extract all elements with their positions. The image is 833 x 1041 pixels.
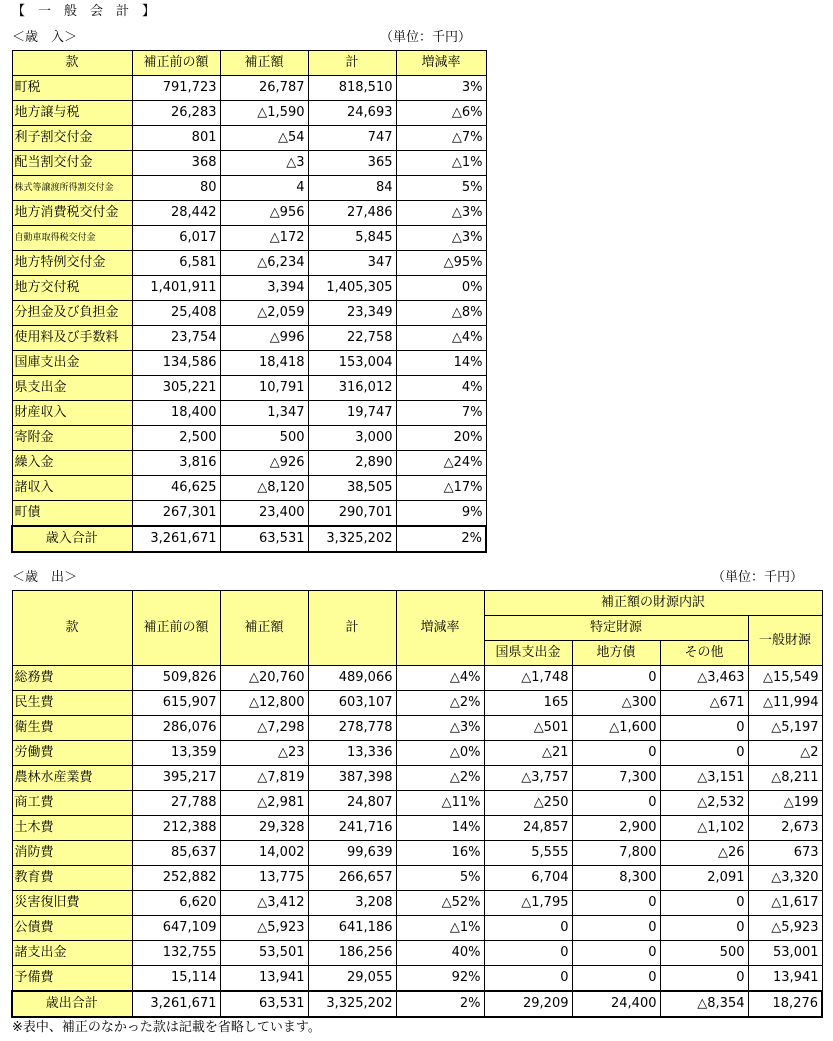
row-value: △5,923	[220, 916, 308, 941]
row-value: 16%	[396, 841, 484, 866]
row-value: △2%	[396, 691, 484, 716]
row-name: 商工費	[12, 791, 132, 816]
row-value: 647,109	[132, 916, 220, 941]
row-value: 3,000	[308, 426, 396, 451]
header-total: 計	[308, 591, 396, 666]
row-name: 国庫支出金	[12, 351, 132, 376]
row-value: 14%	[396, 816, 484, 841]
row-value: 46,625	[132, 476, 220, 501]
row-value: △24%	[396, 451, 486, 476]
row-value: 24,807	[308, 791, 396, 816]
row-value: 500	[220, 426, 308, 451]
row-value: △7,819	[220, 766, 308, 791]
row-value: △1,748	[484, 666, 572, 691]
revenue-header-row	[12, 51, 486, 76]
row-value: 347	[308, 251, 396, 276]
row-name: 寄附金	[12, 426, 132, 451]
row-value: 8,300	[572, 866, 660, 891]
row-name: 配当割交付金	[12, 151, 132, 176]
row-value: △2,532	[660, 791, 748, 816]
row-value: △17%	[396, 476, 486, 501]
header-kan: 款	[12, 51, 132, 76]
row-value: 5%	[396, 176, 486, 201]
table-row	[12, 966, 822, 992]
row-value: 603,107	[308, 691, 396, 716]
row-value: 4	[220, 176, 308, 201]
row-value: △3%	[396, 201, 486, 226]
table-row	[12, 426, 486, 451]
total-value: 63,531	[220, 991, 308, 1017]
revenue-unit-label: （単位：千円）	[380, 30, 472, 45]
table-row	[12, 251, 486, 276]
row-value: △3	[220, 151, 308, 176]
row-name: 地方消費税交付金	[12, 201, 132, 226]
row-value: △1%	[396, 151, 486, 176]
row-value: 153,004	[308, 351, 396, 376]
row-value: △3,320	[748, 866, 822, 891]
total-value: 3,325,202	[308, 991, 396, 1017]
table-row	[12, 476, 486, 501]
row-value: 27,788	[132, 791, 220, 816]
row-value: 132,755	[132, 941, 220, 966]
row-name: 農林水産業費	[12, 766, 132, 791]
row-value: △23	[220, 741, 308, 766]
row-name: 災害復旧費	[12, 891, 132, 916]
row-value: △671	[660, 691, 748, 716]
row-value: 278,778	[308, 716, 396, 741]
row-value: 24,693	[308, 101, 396, 126]
row-value: 9%	[396, 501, 486, 527]
row-name: 諸収入	[12, 476, 132, 501]
row-value: △996	[220, 326, 308, 351]
row-value: 0	[572, 916, 660, 941]
row-value: 316,012	[308, 376, 396, 401]
row-value: 0	[572, 666, 660, 691]
row-value: 20%	[396, 426, 486, 451]
row-value: △956	[220, 201, 308, 226]
row-name: 財産収入	[12, 401, 132, 426]
table-row	[12, 841, 822, 866]
header-specific: 特定財源	[484, 616, 748, 641]
row-value: 1,347	[220, 401, 308, 426]
expenditure-unit-label: （単位：千円）	[712, 570, 804, 585]
row-name: 予備費	[12, 966, 132, 992]
header-rate: 増減率	[396, 591, 484, 666]
row-name: 民生費	[12, 691, 132, 716]
row-value: △20,760	[220, 666, 308, 691]
row-name: 町税	[12, 76, 132, 101]
row-value: 19,747	[308, 401, 396, 426]
row-value: 15,114	[132, 966, 220, 992]
table-row	[12, 351, 486, 376]
row-value: △0%	[396, 741, 484, 766]
row-value: 0	[484, 916, 572, 941]
row-value: △3%	[396, 226, 486, 251]
row-value: △15,549	[748, 666, 822, 691]
row-value: 28,442	[132, 201, 220, 226]
header-total: 計	[308, 51, 396, 76]
total-value: 18,276	[748, 991, 822, 1017]
row-name: 利子割交付金	[12, 126, 132, 151]
row-value: 1,405,305	[308, 276, 396, 301]
row-value: △21	[484, 741, 572, 766]
row-value: 84	[308, 176, 396, 201]
row-value: 6,704	[484, 866, 572, 891]
row-value: 7%	[396, 401, 486, 426]
row-value: 27,486	[308, 201, 396, 226]
row-value: △7,298	[220, 716, 308, 741]
row-value: 13,941	[220, 966, 308, 992]
row-name: 消防費	[12, 841, 132, 866]
row-value: 818,510	[308, 76, 396, 101]
row-value: 252,882	[132, 866, 220, 891]
row-value: 5,555	[484, 841, 572, 866]
row-value: 791,723	[132, 76, 220, 101]
header-general: 一般財源	[748, 616, 822, 666]
row-value: 53,501	[220, 941, 308, 966]
row-name: 地方特例交付金	[12, 251, 132, 276]
row-value: 0	[484, 941, 572, 966]
row-value: 29,328	[220, 816, 308, 841]
row-value: 80	[132, 176, 220, 201]
row-value: 5%	[396, 866, 484, 891]
row-name: 使用料及び手数料	[12, 326, 132, 351]
row-name: 自動車取得税交付金	[12, 226, 132, 251]
row-value: △54	[220, 126, 308, 151]
row-value: 387,398	[308, 766, 396, 791]
row-value: △4%	[396, 326, 486, 351]
table-row	[12, 101, 486, 126]
table-row	[12, 866, 822, 891]
row-value: 7,800	[572, 841, 660, 866]
row-value: 6,581	[132, 251, 220, 276]
row-value: △8,211	[748, 766, 822, 791]
row-value: 0	[660, 966, 748, 992]
table-row	[12, 401, 486, 426]
row-value: △5,923	[748, 916, 822, 941]
total-value: 29,209	[484, 991, 572, 1017]
row-value: △1,590	[220, 101, 308, 126]
table-row	[12, 791, 822, 816]
table-row	[12, 126, 486, 151]
row-value: △501	[484, 716, 572, 741]
row-value: 615,907	[132, 691, 220, 716]
row-value: 0	[572, 966, 660, 992]
row-value: 3,816	[132, 451, 220, 476]
row-value: △6,234	[220, 251, 308, 276]
table-row	[12, 916, 822, 941]
row-value: 2,500	[132, 426, 220, 451]
row-value: 2,091	[660, 866, 748, 891]
header-rate: 増減率	[396, 51, 486, 76]
row-name: 労働費	[12, 741, 132, 766]
row-value: △2%	[396, 766, 484, 791]
row-value: △199	[748, 791, 822, 816]
row-value: 4%	[396, 376, 486, 401]
table-row	[12, 501, 486, 527]
row-value: △52%	[396, 891, 484, 916]
row-value: 801	[132, 126, 220, 151]
header-gov: 国県支出金	[484, 641, 572, 666]
row-name: 繰入金	[12, 451, 132, 476]
row-value: 641,186	[308, 916, 396, 941]
row-name: 教育費	[12, 866, 132, 891]
table-row	[12, 666, 822, 691]
table-row	[12, 326, 486, 351]
expenditure-section-label: ＜歳 出＞	[12, 570, 78, 585]
row-value: 0	[660, 891, 748, 916]
row-value: 26,787	[220, 76, 308, 101]
row-name: 衛生費	[12, 716, 132, 741]
row-value: △8,120	[220, 476, 308, 501]
row-value: △8%	[396, 301, 486, 326]
row-value: 6,620	[132, 891, 220, 916]
row-value: 0	[484, 966, 572, 992]
header-breakdown: 補正額の財源内訳	[484, 591, 822, 616]
row-value: 6,017	[132, 226, 220, 251]
row-value: 40%	[396, 941, 484, 966]
total-value: 3,261,671	[132, 526, 220, 552]
row-value: 26,283	[132, 101, 220, 126]
row-value: 0	[660, 741, 748, 766]
row-value: 7,300	[572, 766, 660, 791]
row-value: 290,701	[308, 501, 396, 527]
row-name: 町債	[12, 501, 132, 527]
row-value: 13,359	[132, 741, 220, 766]
header-before: 補正前の額	[132, 51, 220, 76]
row-value: 3%	[396, 76, 486, 101]
row-value: 0	[660, 716, 748, 741]
row-value: 0	[660, 916, 748, 941]
row-value: 18,400	[132, 401, 220, 426]
row-value: 92%	[396, 966, 484, 992]
row-value: △26	[660, 841, 748, 866]
row-name: 地方交付税	[12, 276, 132, 301]
row-value: 0%	[396, 276, 486, 301]
row-value: △3,757	[484, 766, 572, 791]
row-value: 673	[748, 841, 822, 866]
row-name: 公債費	[12, 916, 132, 941]
table-row	[12, 151, 486, 176]
row-value: △7%	[396, 126, 486, 151]
table-row	[12, 226, 486, 251]
row-value: △300	[572, 691, 660, 716]
page-heading: 【 一 般 会 計 】	[12, 4, 156, 19]
row-value: 29,055	[308, 966, 396, 992]
row-value: 286,076	[132, 716, 220, 741]
table-row	[12, 176, 486, 201]
total-value: 3,325,202	[308, 526, 396, 552]
total-label: 歳入合計	[12, 526, 132, 552]
row-value: 14%	[396, 351, 486, 376]
row-value: 2,673	[748, 816, 822, 841]
row-value: △11%	[396, 791, 484, 816]
table-row	[12, 766, 822, 791]
row-value: 3,394	[220, 276, 308, 301]
row-name: 県支出金	[12, 376, 132, 401]
total-value: 3,261,671	[132, 991, 220, 1017]
row-value: 13,941	[748, 966, 822, 992]
row-value: △5,197	[748, 716, 822, 741]
row-value: 2,890	[308, 451, 396, 476]
row-value: 23,349	[308, 301, 396, 326]
row-value: 266,657	[308, 866, 396, 891]
row-value: 134,586	[132, 351, 220, 376]
total-value: △8,354	[660, 991, 748, 1017]
row-value: △11,994	[748, 691, 822, 716]
row-name: 株式等譲渡所得割交付金	[12, 176, 132, 201]
row-name: 地方譲与税	[12, 101, 132, 126]
row-value: 3,208	[308, 891, 396, 916]
header-amount: 補正額	[220, 591, 308, 666]
row-value: 0	[572, 941, 660, 966]
table-row	[12, 891, 822, 916]
row-value: △1%	[396, 916, 484, 941]
row-value: △172	[220, 226, 308, 251]
total-value: 2%	[396, 526, 486, 552]
row-value: △926	[220, 451, 308, 476]
row-value: 5,845	[308, 226, 396, 251]
row-name: 土木費	[12, 816, 132, 841]
row-value: 0	[572, 891, 660, 916]
revenue-section-label: ＜歳 入＞	[12, 30, 78, 45]
table-row	[12, 716, 822, 741]
row-value: 25,408	[132, 301, 220, 326]
row-value: △4%	[396, 666, 484, 691]
header-bond: 地方債	[572, 641, 660, 666]
row-value: △1,617	[748, 891, 822, 916]
total-row	[12, 991, 822, 1017]
row-value: 500	[660, 941, 748, 966]
revenue-table	[11, 50, 487, 553]
row-value: 489,066	[308, 666, 396, 691]
row-name: 総務費	[12, 666, 132, 691]
row-value: 0	[572, 791, 660, 816]
row-value: △3,463	[660, 666, 748, 691]
row-value: 0	[572, 741, 660, 766]
row-value: △2,981	[220, 791, 308, 816]
row-value: △6%	[396, 101, 486, 126]
row-value: 368	[132, 151, 220, 176]
row-value: △250	[484, 791, 572, 816]
row-value: 186,256	[308, 941, 396, 966]
row-value: 53,001	[748, 941, 822, 966]
header-kan: 款	[12, 591, 132, 666]
row-value: 365	[308, 151, 396, 176]
row-value: 267,301	[132, 501, 220, 527]
row-value: 165	[484, 691, 572, 716]
row-value: 22,758	[308, 326, 396, 351]
table-row	[12, 941, 822, 966]
footnote: ※表中、補正のなかった款は記載を省略しています。	[12, 1020, 321, 1035]
header-amount: 補正額	[220, 51, 308, 76]
row-value: 2,900	[572, 816, 660, 841]
row-value: 18,418	[220, 351, 308, 376]
row-value: 13,775	[220, 866, 308, 891]
row-name: 諸支出金	[12, 941, 132, 966]
table-row	[12, 301, 486, 326]
row-value: △3,412	[220, 891, 308, 916]
row-value: 14,002	[220, 841, 308, 866]
total-row	[12, 526, 486, 552]
row-value: 747	[308, 126, 396, 151]
total-value: 2%	[396, 991, 484, 1017]
row-value: 23,400	[220, 501, 308, 527]
row-name: 分担金及び負担金	[12, 301, 132, 326]
expenditure-table	[11, 590, 823, 1018]
row-value: 305,221	[132, 376, 220, 401]
table-row	[12, 816, 822, 841]
row-value: 241,716	[308, 816, 396, 841]
row-value: △95%	[396, 251, 486, 276]
row-value: △12,800	[220, 691, 308, 716]
row-value: 395,217	[132, 766, 220, 791]
row-value: 85,637	[132, 841, 220, 866]
total-value: 63,531	[220, 526, 308, 552]
row-value: 13,336	[308, 741, 396, 766]
row-value: △2	[748, 741, 822, 766]
row-value: △2,059	[220, 301, 308, 326]
row-value: △3,151	[660, 766, 748, 791]
row-value: 10,791	[220, 376, 308, 401]
table-row	[12, 76, 486, 101]
total-label: 歳出合計	[12, 991, 132, 1017]
table-row	[12, 201, 486, 226]
table-row	[12, 451, 486, 476]
row-value: △3%	[396, 716, 484, 741]
header-other: その他	[660, 641, 748, 666]
row-value: 23,754	[132, 326, 220, 351]
table-row	[12, 691, 822, 716]
row-value: △1,795	[484, 891, 572, 916]
row-value: 24,857	[484, 816, 572, 841]
row-value: △1,600	[572, 716, 660, 741]
table-row	[12, 276, 486, 301]
header-before: 補正前の額	[132, 591, 220, 666]
row-value: 509,826	[132, 666, 220, 691]
table-row	[12, 376, 486, 401]
expenditure-header-row-1	[12, 591, 822, 616]
row-value: 1,401,911	[132, 276, 220, 301]
table-row	[12, 741, 822, 766]
row-value: 99,639	[308, 841, 396, 866]
row-value: △1,102	[660, 816, 748, 841]
row-value: 38,505	[308, 476, 396, 501]
total-value: 24,400	[572, 991, 660, 1017]
row-value: 212,388	[132, 816, 220, 841]
